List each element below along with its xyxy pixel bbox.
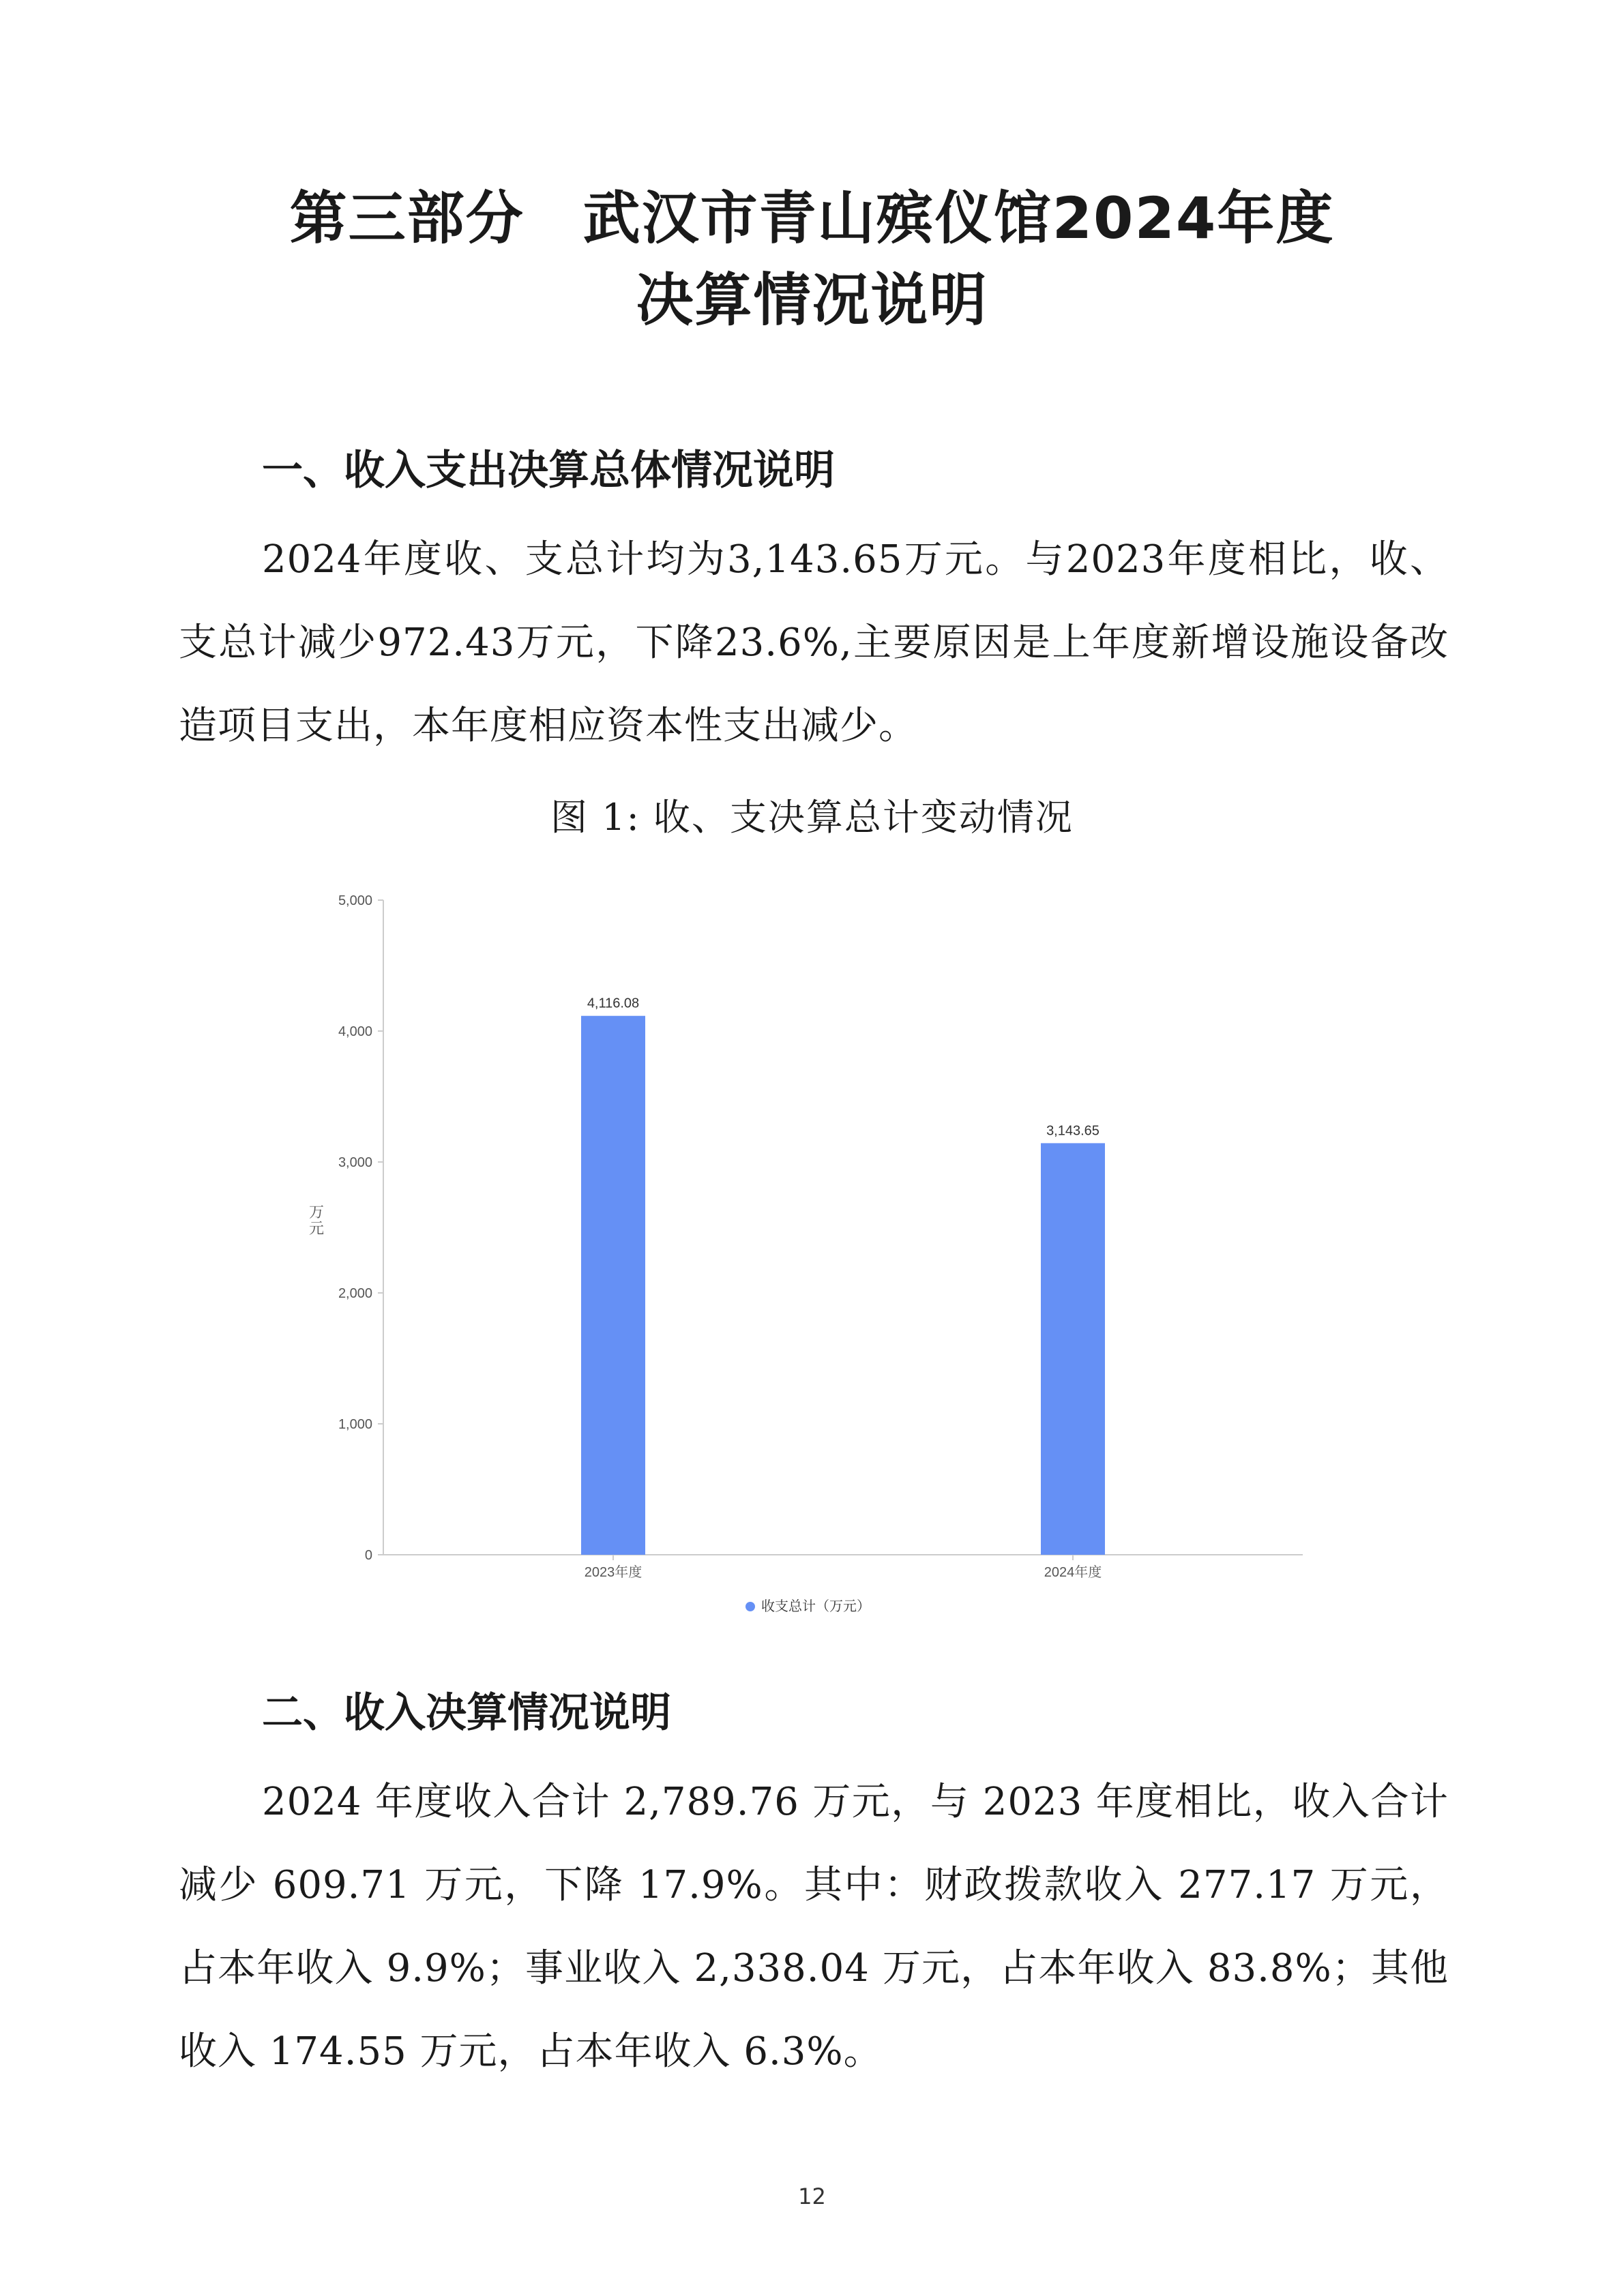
- figure1-caption: 图 1: 收、支决算总计变动情况: [550, 796, 1074, 839]
- y-tick-label: 3,000: [338, 1155, 372, 1170]
- y-tick-label: 4,000: [338, 1024, 372, 1039]
- y-tick-label: 5,000: [338, 893, 372, 908]
- section2-heading: 二、收入决算情况说明: [262, 1689, 671, 1737]
- y-tick-label: 1,000: [338, 1417, 372, 1432]
- y-tick-label: 0: [364, 1548, 372, 1563]
- y-tick-label: 2,000: [338, 1286, 372, 1301]
- bar: [581, 1016, 645, 1555]
- y-axis-title-char: 万: [308, 1204, 325, 1221]
- section1-heading: 一、收入支出决算总体情况说明: [262, 447, 835, 494]
- document-title-line1: 第三部分 武汉市青山殡仪馆2024年度: [289, 185, 1335, 252]
- legend-swatch: [745, 1602, 755, 1611]
- bar-data-label: 4,116.08: [587, 996, 640, 1011]
- y-axis-title-char: 元: [308, 1220, 325, 1237]
- bar-chart: [286, 873, 1323, 1630]
- bar-data-label: 3,143.65: [1046, 1123, 1099, 1139]
- page-number: 12: [798, 2183, 826, 2209]
- document-title-line2: 决算情况说明: [636, 267, 988, 333]
- bar: [1041, 1143, 1105, 1555]
- x-tick-label: 2024年度: [1044, 1565, 1102, 1580]
- section2-paragraph: 2024 年度收入合计 2,789.76 万元，与 2023 年度相比，收入合计减少 609.71 万元，下降 17.9%。其中：财政拨款收入 277.17 万元，占本年收入 9.9%；事业收入 2,338.04 万元，占本年收入 83.8%；其他收入 174.55 万元，占本年收入 6.3%。: [179, 1780, 1449, 2074]
- x-tick-label: 2023年度: [584, 1565, 643, 1580]
- section1-paragraph: 2024年度收、支总计均为3,143.65万元。与2023年度相比，收、支总计减少972.43万元，下降23.6%,主要原因是上年度新增设施设备改造项目支出，本年度相应资本性支出减少。: [179, 537, 1449, 748]
- legend-label: 收支总计（万元）: [761, 1599, 870, 1614]
